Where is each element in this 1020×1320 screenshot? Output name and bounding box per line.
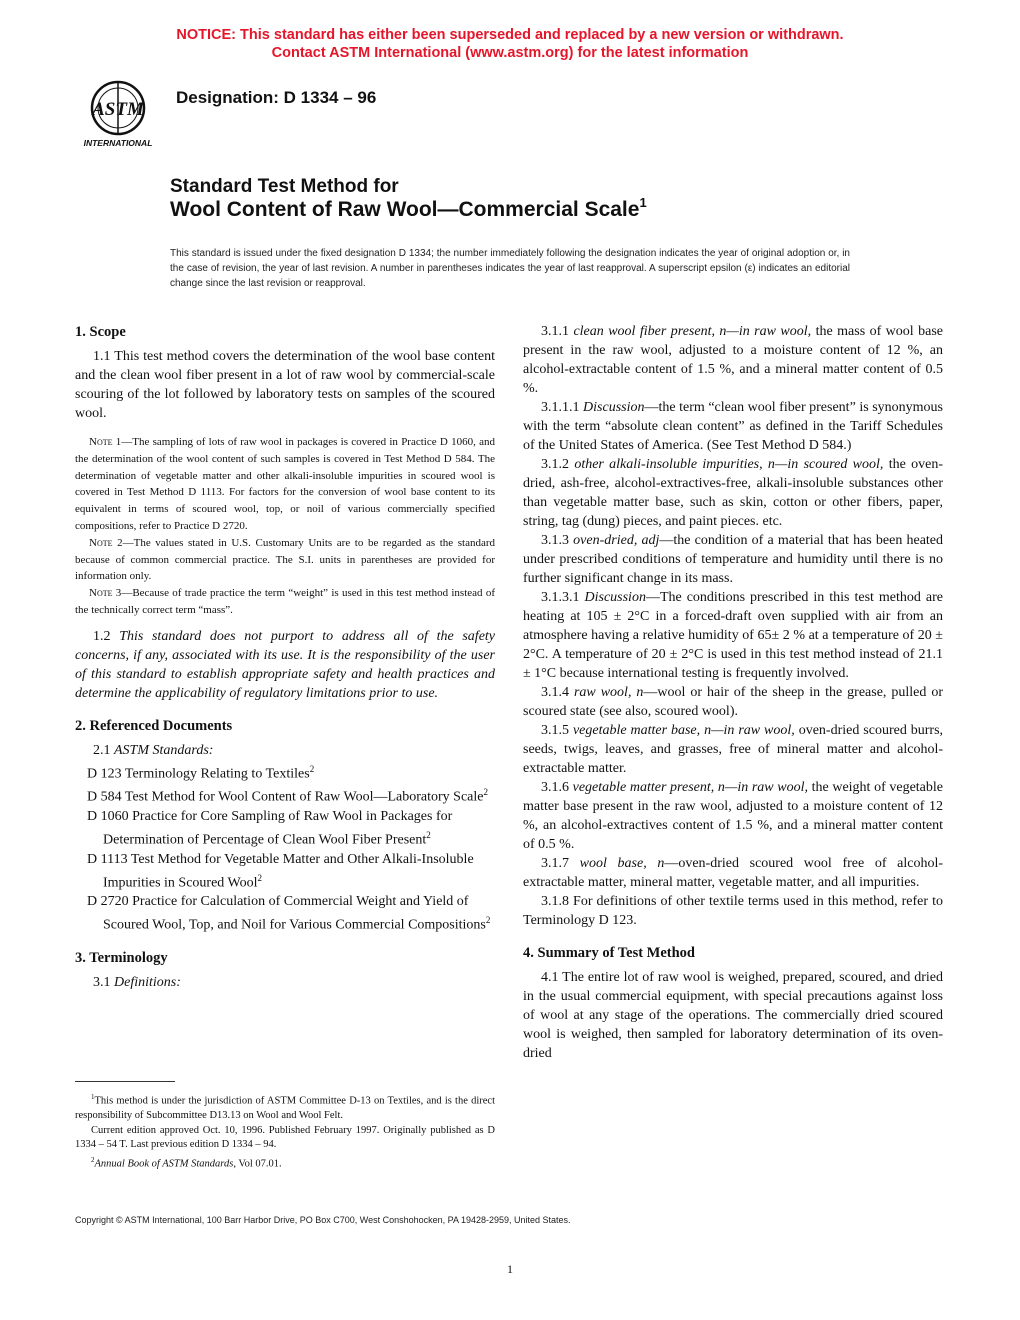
def-3-1-6: 3.1.6 vegetable matter present, n—in raw wool, the weight of vegetable matter base present in the raw wool, adjusted to a moisture content of 12 %, an alcohol-extractives content of 1.5 %, and a mineral matter content of 0.5 %. — [523, 780, 943, 852]
note-3-label: Note 3 — [89, 587, 122, 600]
title-line-2 — [170, 195, 647, 222]
reference-item: D 584 Test Method for Wool Content of Raw Wool—Laboratory Scale$^2$ — [87, 787, 489, 806]
def-3-1-3-1: 3.1.3.1 Discussion—The conditions prescribed in this test method are heating at 105 ± 2°C in a forced-draft oven supplied with air from an atmosphere having a relative humidity of 65± 2 % at a temperature of 20 ± 2°C. A temperature of 20 ± 2°C is used in this test method instead of 21.1 ± 1°C because international testing is frequently involved. — [523, 590, 943, 681]
notice-line-1: NOTICE: This standard has either been superseded and replaced by a new version or withdrawn. — [176, 27, 844, 43]
reference-item: D 1113 Test Method for Vegetable Matter and Other Alkali-Insoluble Impurities in Scoured Wool$^2$ — [87, 851, 474, 891]
astm-logo — [76, 78, 160, 152]
def-3-1-3: 3.1.3 oven-dried, adj—the condition of a material that has been heated under prescribed conditions of temperature and humidity until there is no further significant change in its mass. — [523, 533, 944, 586]
footnote-divider — [75, 1081, 175, 1082]
title-line-1: Standard Test Method for — [170, 176, 399, 197]
note-1-label: Note 1 — [89, 436, 122, 448]
footnote-2: $^2$Annual Book of ASTM Standards, Vol 07.01. — [91, 1155, 282, 1169]
note-1 — [75, 434, 495, 535]
para-1-1: 1.1 This test method covers the determination of the wool base content and the clean wool fiber present in a lot of raw wool by commercial-scale scouring of the lot followed by laboratory tests on samples of the scoured wool. — [75, 349, 495, 421]
def-3-1-1: 3.1.1 clean wool fiber present, n—in raw wool, the mass of wool base present in the raw wool, adjusted to a moisture content of 12 %, an alcohol-extractable content of 1.5 %, and a mineral matter content of 0.5 %. — [523, 324, 944, 396]
def-3-1-8: 3.1.8 For definitions of other textile terms used in this method, refer to Terminology D 123. — [523, 894, 943, 928]
para-1-2 — [75, 627, 495, 703]
def-3-1-7: 3.1.7 wool base, n—oven-dried scoured wool free of alcohol-extractable matter, mineral matter, vegetable matter, and all impurities. — [523, 856, 944, 890]
footnote-1: $^1$This method is under the jurisdiction of ASTM Committee D-13 on Textiles, and is the direct responsibility of Subcommittee D13.13 on Wool and Wool Felt. — [75, 1093, 495, 1121]
para-1-2-text: This standard does not purport to address all of the safety concerns, if any, associated with its use. It is the responsibility of the user of this standard to establish appropriate safety and health practices and determine the applicability of regulatory limitations prior to use. — [75, 628, 496, 701]
notice-line-2: Contact ASTM International (www.astm.org) for the latest information — [271, 45, 749, 61]
note-2-text: —The values stated in U.S. Customary Units are to be regarded as the standard because of common commercial practice. The S.I. units in parentheses are provided for information only. — [75, 536, 496, 583]
reference-item: D 1060 Practice for Core Sampling of Raw Wool in Packages for Determination of Percentage of Clean Wool Fiber Present$^2$ — [87, 809, 453, 848]
def-3-1-4: 3.1.4 raw wool, n—wool or hair of the sheep in the grease, pulled or scoured state (see also, scoured wool). — [523, 685, 943, 719]
logo-subtext: INTERNATIONAL — [83, 138, 153, 148]
astm-logo-icon — [76, 78, 160, 152]
para-2-1-text: ASTM Standards: — [114, 742, 214, 758]
footnote-1-edition: Current edition approved Oct. 10, 1996. Published February 1997. Originally published as D 1334 – 54 T. Last previous edition D 1334 – 94. — [75, 1124, 495, 1150]
para-2-1 — [75, 741, 495, 760]
def-3-1-2: 3.1.2 other alkali-insoluble impurities, n—in scoured wool, the oven-dried, ash-free, alcohol-extractives-free, alkali-insoluble substances other than vegetable matter base, such as skin, cotton or other fibers, paper, string, tag (dung) pieces, and paint pieces. etc. — [523, 457, 944, 529]
footnotes — [75, 1090, 495, 1172]
left-column — [75, 322, 495, 992]
para-2-1-num: 2.1 — [93, 742, 111, 758]
title-footnote-mark: 1 — [639, 195, 647, 210]
designation: Designation: D 1334 – 96 — [176, 88, 377, 107]
def-3-1-1-1: 3.1.1.1 Discussion—the term “clean wool fiber present” is synonymous with the term “absolute clean content” as defined in the Tariff Schedules of the United States of America. (See Test Method D 584.) — [523, 400, 943, 453]
title-main: Wool Content of Raw Wool—Commercial Scale — [170, 198, 640, 221]
right-column — [523, 322, 943, 1063]
section-1-heading: 1. Scope — [75, 324, 126, 340]
note-2-label: Note 2 — [89, 536, 123, 549]
reference-list — [75, 760, 495, 935]
reference-item: D 2720 Practice for Calculation of Commercial Weight and Yield of Scoured Wool, Top, and Noil for Various Commercial Compositions$^2$ — [87, 894, 491, 934]
note-3 — [75, 585, 495, 619]
section-4-heading: 4. Summary of Test Method — [523, 945, 695, 961]
logo-text: ASTM — [92, 99, 144, 120]
note-2 — [75, 535, 495, 585]
note-3-text: —Because of trade practice the term “weight” is used in this test method instead of the technically correct term “mass”. — [75, 587, 495, 616]
issued-note: This standard is issued under the fixed designation D 1334; the number immediately following the designation indicates the year of original adoption or, in the case of revision, the year of last revision. A number in parentheses indicates the year of last reapproval. A superscript epsilon (ε) indicates an editorial change since the last revision or reapproval. — [170, 248, 850, 289]
page-number: 1 — [507, 1262, 513, 1276]
para-4-1: 4.1 The entire lot of raw wool is weighed, prepared, scoured, and dried in the usual commercial equipment, with special precautions against loss of wool at any stage of the operations. The commercially dried scoured wool is weighed, then sampled for laboratory determination of its oven-dried — [523, 970, 943, 1061]
withdrawal-notice — [0, 26, 1020, 62]
section-2-heading: 2. Referenced Documents — [75, 717, 233, 734]
note-1-text: —The sampling of lots of raw wool in packages is covered in Practice D 1060, and the determination of the wool content of such samples is covered in Test Method D 584. The determination of vegetable matter and other alkali-insoluble impurities in scoured wool is covered in Test Method D 1113. For factors for the conversion of wool base content to its equivalent in terms of scoured wool, top, or noil of various commercially specified compositions, refer to Practice D 2720. — [75, 436, 495, 532]
copyright: Copyright © ASTM International, 100 Barr Harbor Drive, PO Box C700, West Conshohocken, PA 19428-2959, United States. — [75, 1215, 571, 1225]
para-1-2-num: 1.2 — [93, 628, 111, 644]
section-3-heading: 3. Terminology — [75, 950, 168, 967]
para-3-1: 3.1 Definitions: — [93, 975, 181, 991]
def-3-1-5: 3.1.5 vegetable matter base, n—in raw wool, oven-dried scoured burrs, seeds, twigs, leaves, and grasses, free of mineral matter and alcohol-extractable matter. — [523, 723, 944, 776]
reference-item: D 123 Terminology Relating to Textiles$^2$ — [87, 763, 315, 782]
